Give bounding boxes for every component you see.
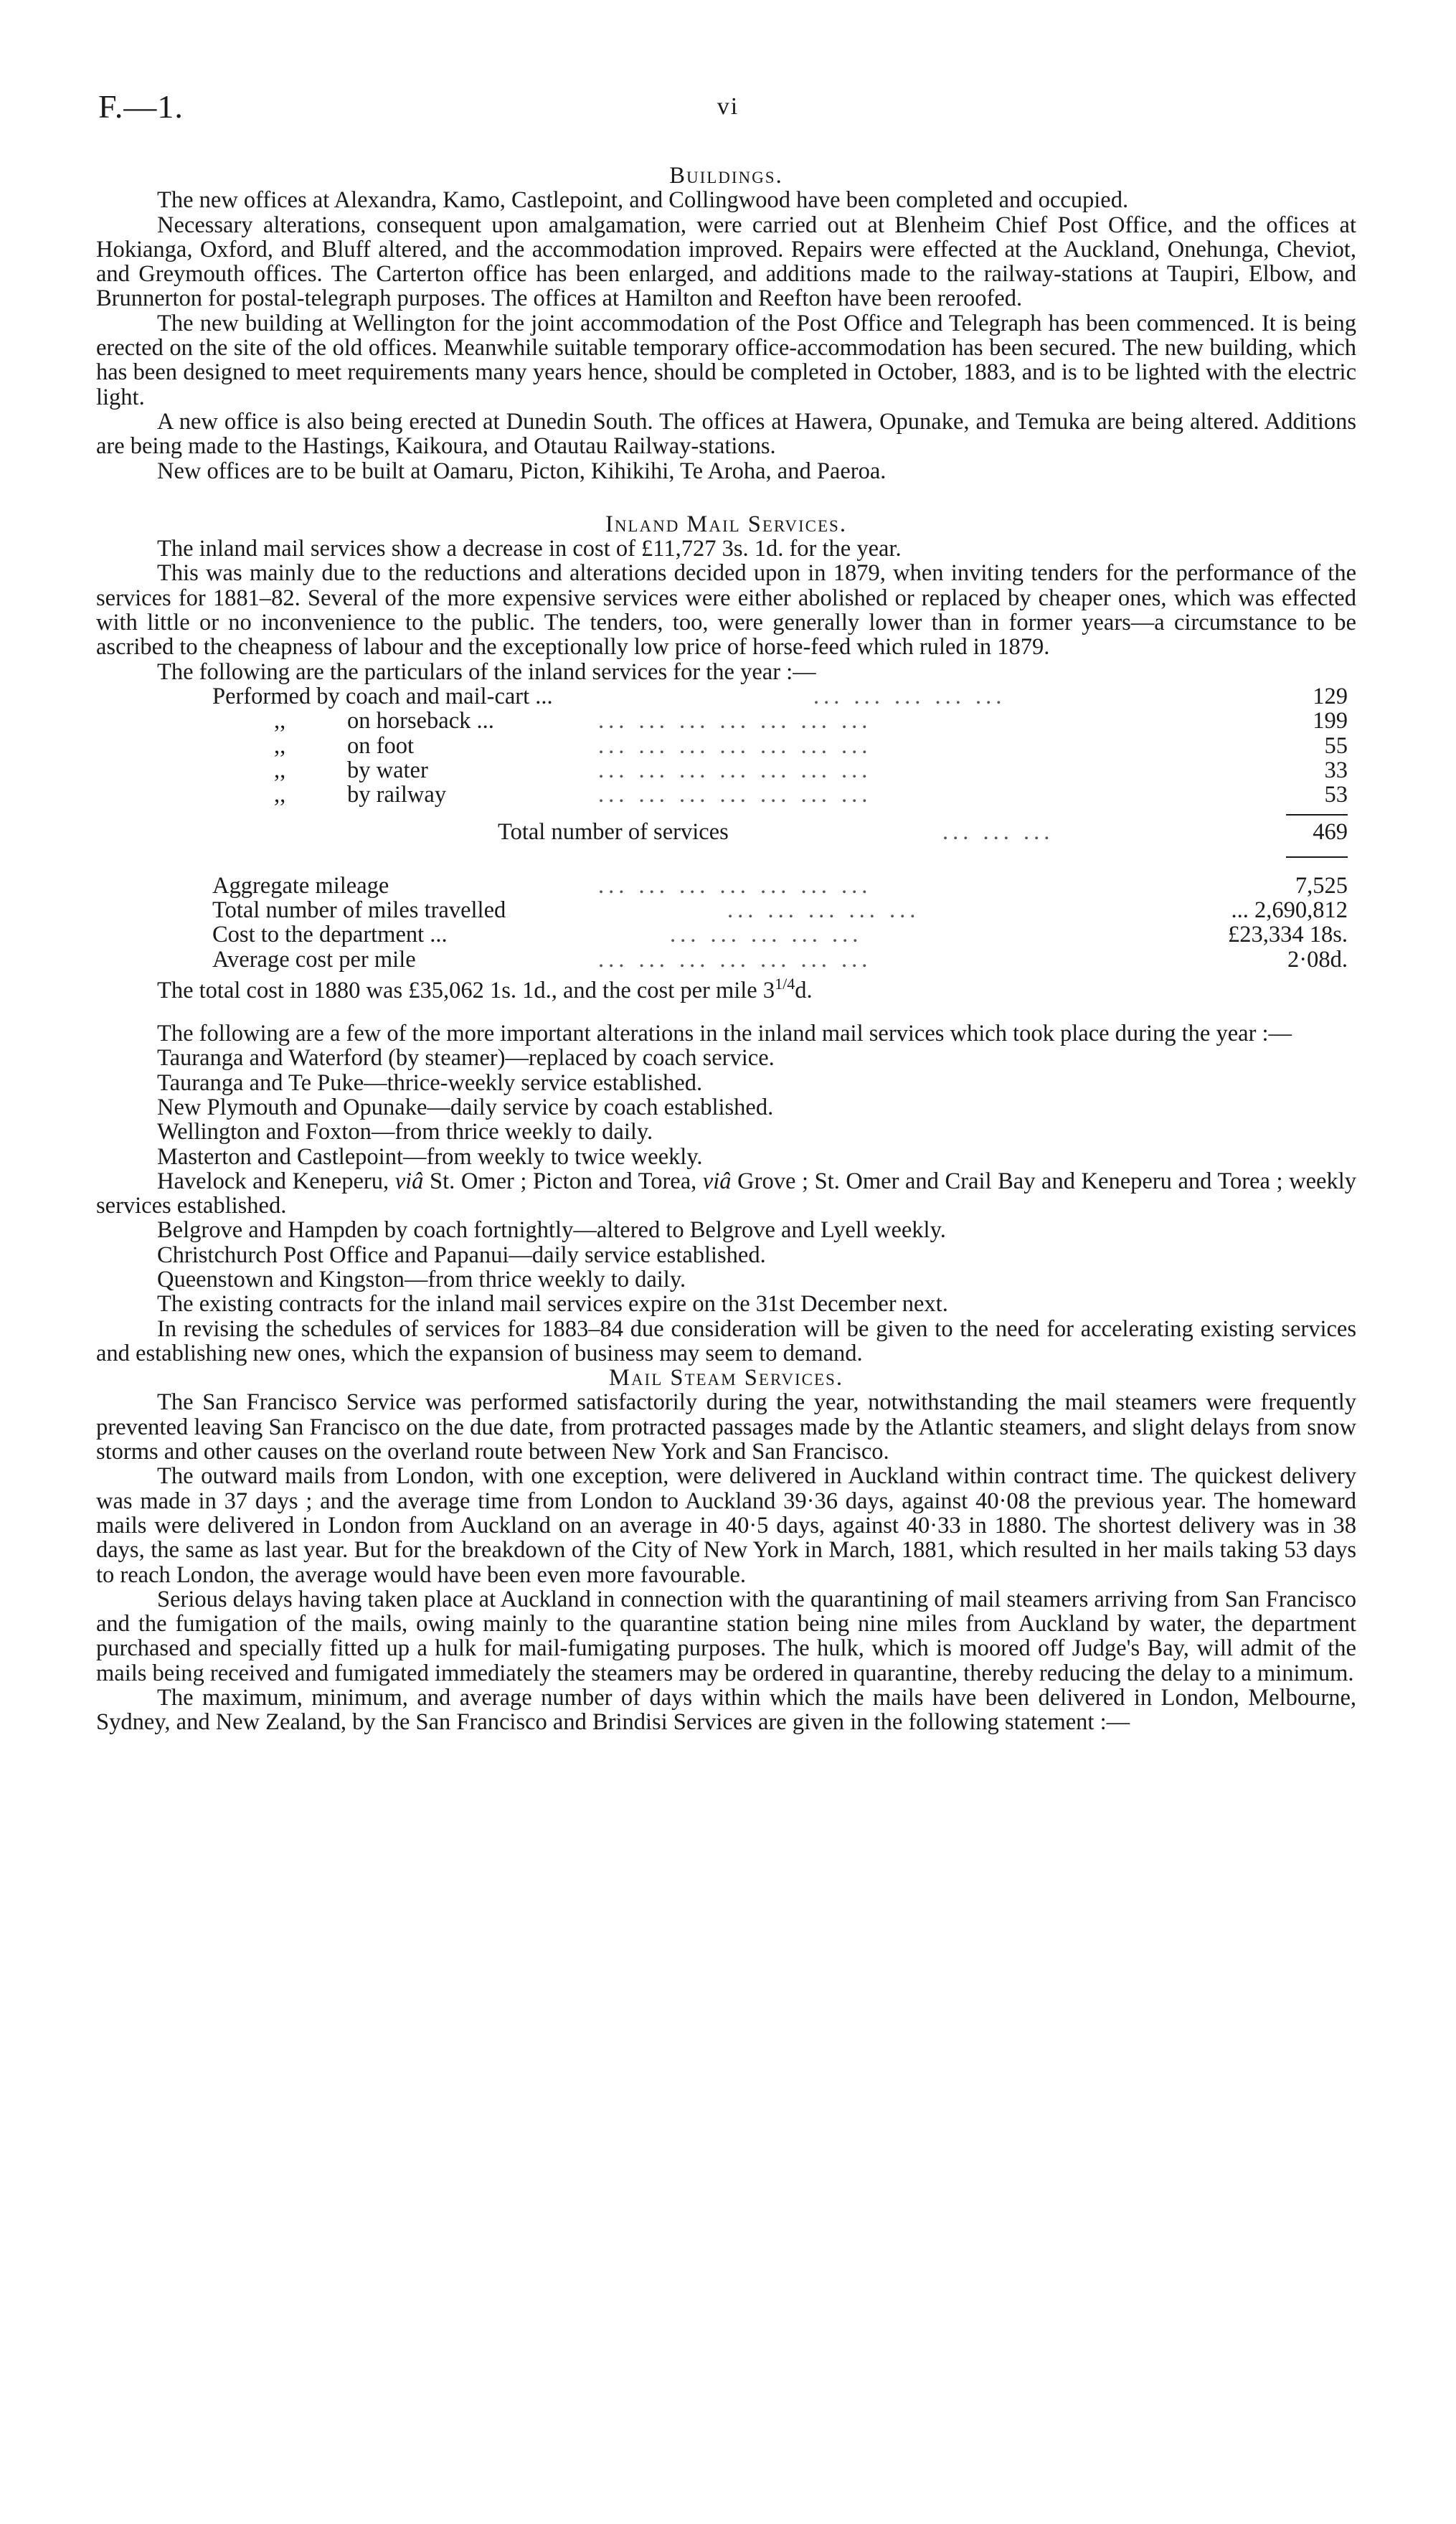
ditto-mark: ,, bbox=[274, 757, 286, 783]
alteration-item: Queenstown and Kingston—from thrice weekly to daily. bbox=[157, 1267, 686, 1292]
services-value-water: 33 bbox=[1324, 757, 1348, 783]
inland-paragraph-3: The following are the particulars of the inland services for the year :— bbox=[157, 658, 816, 685]
services-row-railway: ,, by railway ... ... ... ... ... ... ... 53 bbox=[274, 782, 1348, 808]
alteration-item-havelock: Havelock and Keneperu, viâ St. Omer ; Picton and Torea, viâ Grove ; St. Omer and Crail Bay and Keneperu and Torea ; weekly services established. bbox=[96, 1168, 1356, 1219]
mileage-value-aggregate: 7,525 bbox=[1295, 872, 1348, 899]
mileage-label-cost: Cost to the department ... bbox=[212, 922, 448, 948]
mileage-label-aggregate: Aggregate mileage bbox=[212, 872, 389, 899]
ditto-mark: ,, bbox=[274, 708, 286, 734]
ditto-mark: ,, bbox=[274, 782, 286, 808]
alteration-item: Tauranga and Te Puke—thrice-weekly service established. bbox=[157, 1069, 703, 1096]
steam-heading: Mail Steam Services. bbox=[609, 1365, 843, 1391]
buildings-paragraph-5: New offices are to be built at Oamaru, Picton, Kihikihi, Te Aroha, and Paeroa. bbox=[157, 458, 887, 484]
services-table bbox=[96, 684, 1356, 972]
total-rule-bottom bbox=[1286, 856, 1348, 858]
buildings-paragraph-3: The new building at Wellington for the joint accommodation of the Post Office and Telegraph has been commenced. It is being erected on the site of the old offices. Meanwhile suitable temporary office-accommodation has been secured. The new building, which has been designed to meet requirements many years hence, should be completed in October, 1883, and is to be lighted with the electric light. bbox=[96, 310, 1356, 410]
services-total-value: 469 bbox=[1313, 819, 1348, 846]
alteration-item: Wellington and Foxton—from thrice weekly to daily. bbox=[157, 1119, 653, 1145]
buildings-heading: Buildings. bbox=[669, 163, 783, 189]
steam-paragraph-2: The outward mails from London, with one exception, were delivered in Auckland within contract time. The quickest delivery was made in 37 days ; and the average time from London to Auckland 39·36 days, against 40·08 the previous year. The homeward mails were delivered in London from Auckland on an average in 40·5 days, against 40·33 in 1880. The shortest delivery was in 38 days, the same as last year. But for the breakdown of the City of New York in March, 1881, which resulted in her mails taking 53 days to reach London, the average would have been even more favourable. bbox=[96, 1463, 1356, 1588]
mileage-value-average: 2·08d. bbox=[1287, 946, 1348, 973]
page-number: vi bbox=[717, 93, 739, 120]
total-rule-top bbox=[1286, 814, 1348, 816]
mileage-row-cost: Cost to the department ... ... ... ... ... ... £23,334 18s. bbox=[212, 922, 1348, 948]
alteration-item: New Plymouth and Opunake—daily service by coach established. bbox=[157, 1094, 774, 1120]
steam-paragraph-1: The San Francisco Service was performed satisfactorily during the year, notwithstanding the mail steamers were frequently prevented leaving San Francisco on the due date, from protracted passages made by the Atlantic steamers, and slight delays from snow storms and other causes on the overland route between New York and San Francisco. bbox=[96, 1389, 1356, 1465]
alterations-intro: The following are a few of the more important alterations in the inland mail services which took place during the year :— bbox=[157, 1021, 1292, 1047]
mileage-value-cost: £23,334 18s. bbox=[1227, 922, 1348, 948]
report-reference: F.—1. bbox=[98, 88, 184, 125]
alteration-item: Tauranga and Waterford (by steamer)—replaced by coach service. bbox=[157, 1045, 775, 1072]
services-label-coach: Performed by coach and mail-cart ... bbox=[212, 683, 553, 709]
services-label-foot: on foot bbox=[347, 732, 414, 759]
alteration-item: Masterton and Castlepoint—from weekly to twice weekly. bbox=[157, 1143, 703, 1170]
inland-paragraph-1: The inland mail services show a decrease in cost of £11,727 3s. 1d. for the year. bbox=[157, 536, 902, 562]
contracts-note: The existing contracts for the inland mail services expire on the 31st December next. bbox=[157, 1291, 948, 1318]
mileage-row-aggregate: Aggregate mileage ... ... ... ... ... ... ... 7,525 bbox=[212, 872, 1348, 899]
buildings-paragraph-4: A new office is also being erected at Dunedin South. The offices at Hawera, Opunake, and Temuka are being altered. Additions are being made to the Hastings, Kaikoura, and Otautau Railway-stations. bbox=[96, 408, 1356, 460]
page-body bbox=[96, 164, 1356, 1735]
services-row-foot: ,, on foot ... ... ... ... ... ... ... 55 bbox=[274, 732, 1348, 759]
services-row-horseback: ,, on horseback ... ... ... ... ... ... ... ... 199 bbox=[274, 708, 1348, 734]
services-row-total: Total number of services ... ... ... 469 bbox=[498, 819, 1348, 846]
buildings-paragraph-2: Necessary alterations, consequent upon amalgamation, were carried out at Blenheim Chief Post Office, and the offices at Hokianga, Oxford, and Bluff altered, and the accommodation improved. Repairs were effected at the Auckland, Onehunga, Cheviot, and Greymouth offices. The Carterton office has been enlarged, and additions made to the railway-stations at Taupiri, Elbow, and Brunnerton for postal-telegraph purposes. The offices at Hamilton and Reefton have been reroofed. bbox=[96, 212, 1356, 312]
services-row-water: ,, by water ... ... ... ... ... ... ... 33 bbox=[274, 757, 1348, 783]
alteration-item: Christchurch Post Office and Papanui—daily service established. bbox=[157, 1242, 766, 1268]
services-total-label: Total number of services bbox=[498, 819, 729, 846]
revising-paragraph: In revising the schedules of services for 1883–84 due consideration will be given to the need for accelerating existing services and establishing new ones, which the expansion of business may seem to demand. bbox=[96, 1315, 1356, 1366]
inland-heading: Inland Mail Services. bbox=[605, 511, 847, 537]
services-value-railway: 53 bbox=[1324, 782, 1348, 808]
ditto-mark: ,, bbox=[274, 732, 286, 759]
steam-paragraph-3: Serious delays having taken place at Auckland in connection with the quarantining of mail steamers arriving from San Francisco and the fumigation of the mails, owing mainly to the quarantine station being nine miles from Auckland by water, the department purchased and specially fitted up a hulk for mail-fumigating purposes. The hulk, which is moored off Judge's Bay, will admit of the mails being received and fumigated immediately the steamers may be ordered in quarantine, thereby reducing the delay to a minimum. bbox=[96, 1586, 1356, 1686]
services-label-horseback: on horseback ... bbox=[347, 708, 494, 734]
services-value-coach: 129 bbox=[1313, 683, 1348, 709]
services-label-railway: by railway bbox=[347, 782, 447, 808]
inland-paragraph-2: This was mainly due to the reductions and alterations decided upon in 1879, when inviting tenders for the performance of the services for 1881–82. Several of the more expensive services were either abolished or replaced by cheaper ones, which was effected with little or no inconvenience to the public. The tenders, too, were generally lower than in former years—a circumstance to be ascribed to the cheapness of labour and the exceptionally low price of horse-feed which ruled in 1879. bbox=[96, 560, 1356, 661]
mileage-row-miles: Total number of miles travelled ... ... ... ... ... ... 2,690,812 bbox=[212, 897, 1348, 924]
total-cost-note: The total cost in 1880 was £35,062 1s. 1d., and the cost per mile $3^{1/4}d$. bbox=[157, 974, 813, 1003]
alteration-item: Belgrove and Hampden by coach fortnightly—altered to Belgrove and Lyell weekly. bbox=[157, 1217, 946, 1244]
services-label-water: by water bbox=[347, 757, 428, 783]
services-value-foot: 55 bbox=[1324, 732, 1348, 759]
fraction-quarter: 1/4 bbox=[775, 974, 795, 993]
mileage-label-miles: Total number of miles travelled bbox=[212, 897, 506, 924]
mileage-value-miles: ... 2,690,812 bbox=[1231, 897, 1348, 924]
steam-paragraph-4: The maximum, minimum, and average number of days within which the mails have been delivered in London, Melbourne, Sydney, and New Zealand, by the San Francisco and Brindisi Services are given in the following statement :— bbox=[96, 1685, 1356, 1736]
services-row-coach: Performed by coach and mail-cart ... ... ... ... ... ... 129 bbox=[212, 683, 1348, 709]
services-value-horseback: 199 bbox=[1313, 708, 1348, 734]
mileage-row-average: Average cost per mile ... ... ... ... ... ... ... 2·08d. bbox=[212, 946, 1348, 973]
buildings-paragraph-1: The new offices at Alexandra, Kamo, Castlepoint, and Collingwood have been completed and occupied. bbox=[157, 187, 1129, 214]
mileage-label-average: Average cost per mile bbox=[212, 946, 416, 973]
